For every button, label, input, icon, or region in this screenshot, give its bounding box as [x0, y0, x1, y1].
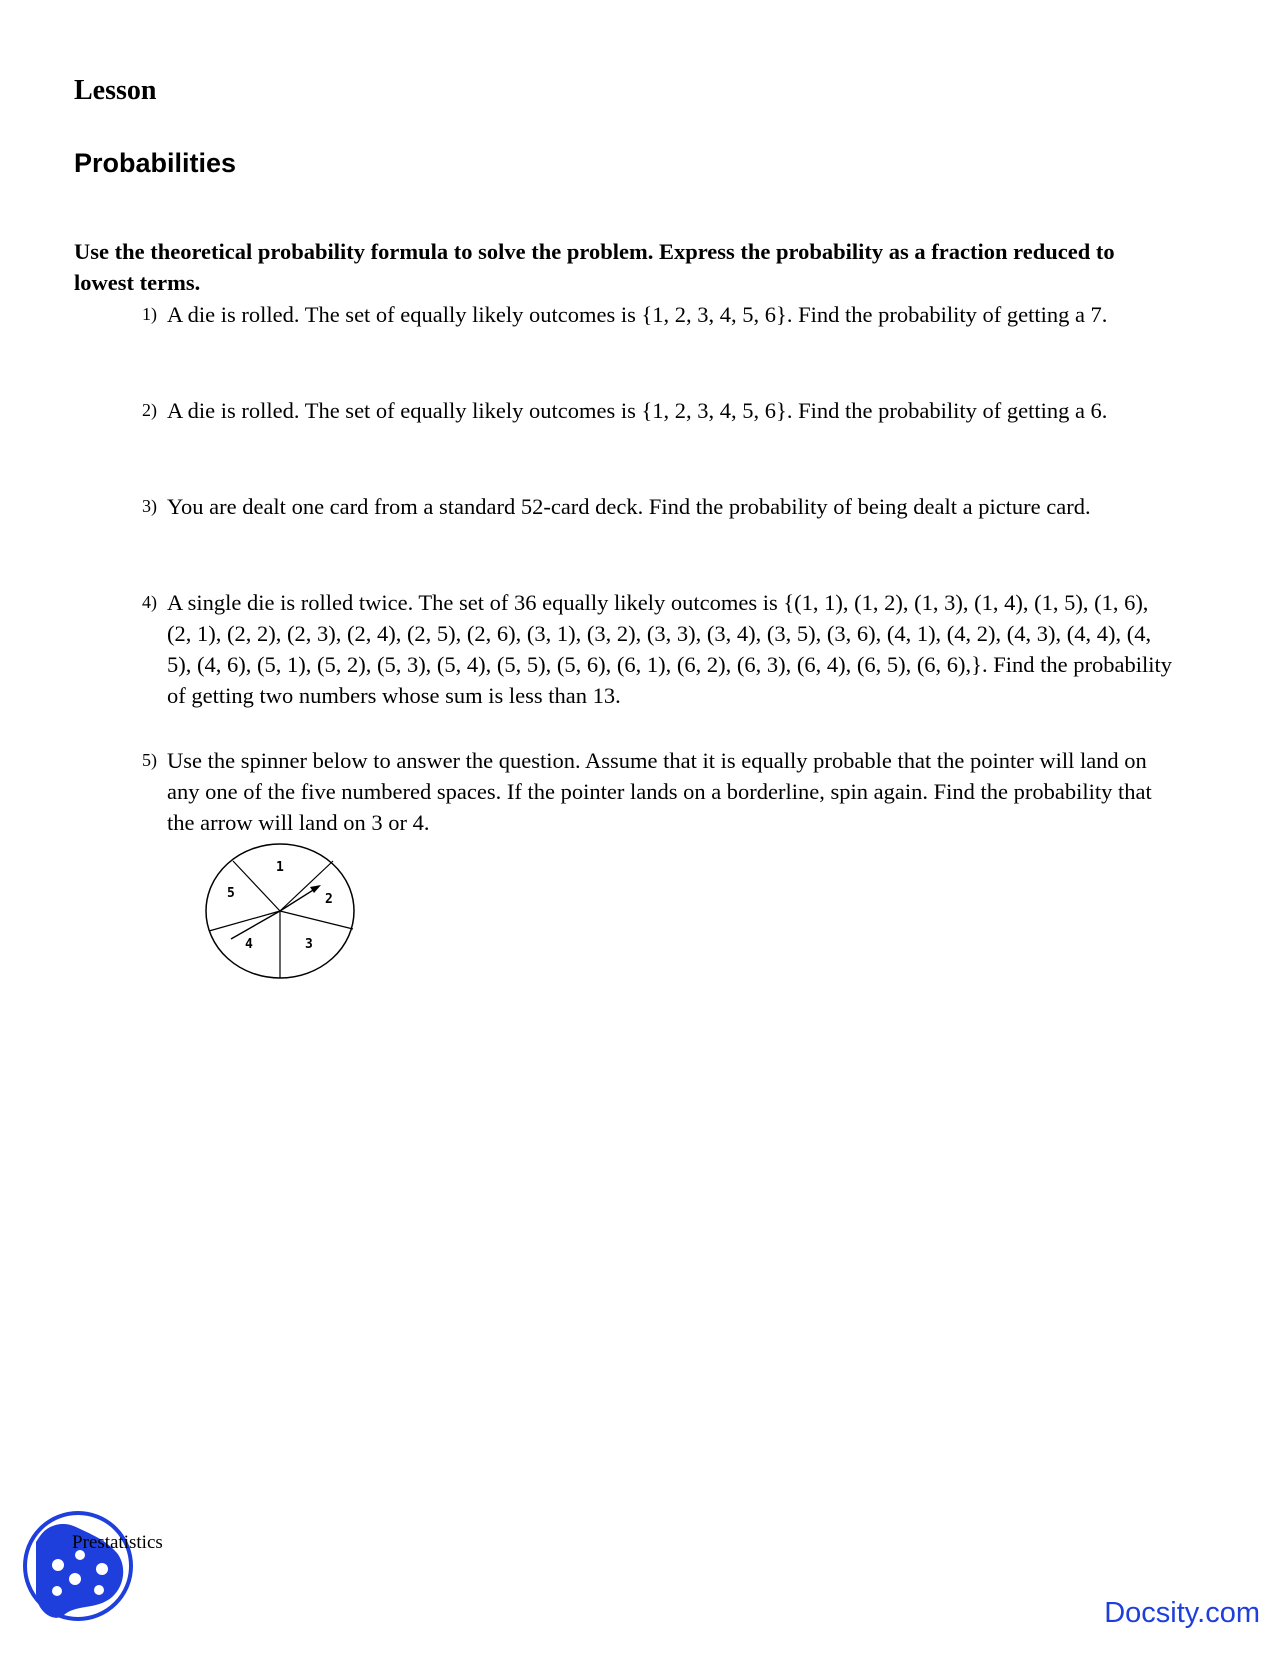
spinner-label-5: 5 [227, 886, 235, 901]
problem-1 [142, 299, 1178, 330]
problem-text: A die is rolled. The set of equally likely outcomes is {1, 2, 3, 4, 5, 6}. Find the probability of getting a 6. [167, 398, 1108, 423]
problem-text: A die is rolled. The set of equally likely outcomes is {1, 2, 3, 4, 5, 6}. Find the probability of getting a 7. [167, 302, 1108, 327]
spinner-divider [209, 911, 280, 931]
topic-title: Probabilities [74, 148, 237, 178]
problem-text: A single die is rolled twice. The set of 36 equally likely outcomes is {(1, 1), (1, 2), (1, 3), (1, 4), (1, 5), (1, 6), (2, 1), (2, 2), (2, 3), (2, 4), (2, 5), (2, 6), (3, 1), (3, 2), (3, 3), (3, 4), (3, 5), (3, 6), (4, 1), (4, 2), (4, 3), (4, 4), (4, 5), (4, 6), (5, 1), (5, 2), (5, 3), (5, 4), (5, 5), (5, 6), (6, 1), (6, 2), (6, 3), (6, 4), (6, 5), (6, 6),}. Find the probability of getting two numbers whose sum is less than 13. [167, 590, 1172, 708]
problem-number: 1) [142, 304, 157, 324]
lesson-title: Lesson [74, 75, 157, 106]
problem-number: 5) [142, 750, 157, 770]
docsity-logo-icon [20, 1507, 136, 1625]
problem-text: Use the spinner below to answer the question. Assume that it is equally probable that the pointer will land on any one of the five numbered spaces. If the pointer lands on a borderline, spin again. Find the probability that the arrow will land on 3 or 4. [167, 748, 1152, 835]
footer-label: Prestatistics [72, 1532, 163, 1553]
problem-text: You are dealt one card from a standard 52-card deck. Find the probability of being dealt a picture card. [167, 494, 1091, 519]
problem-number: 2) [142, 400, 157, 420]
problem-2 [142, 395, 1178, 426]
instructions: Use the theoretical probability formula to solve the problem. Express the probability as a fraction reduced to lowest terms. [74, 239, 1115, 295]
spinner-divider [280, 911, 353, 929]
spinner-arrow [280, 887, 318, 911]
problem-5 [142, 745, 1178, 838]
spinner-divider [233, 861, 280, 911]
spinner-label-3: 3 [305, 937, 313, 952]
spinner-label-4: 4 [245, 937, 253, 952]
spinner-label-2: 2 [325, 892, 333, 907]
spinner-label-1: 1 [276, 860, 284, 875]
spinner-diagram [200, 838, 360, 988]
spinner-arrow-tail [231, 911, 280, 939]
problem-3 [142, 491, 1178, 522]
problem-number: 3) [142, 496, 157, 516]
problem-4 [142, 587, 1178, 711]
problem-number: 4) [142, 592, 157, 612]
watermark[interactable]: Docsity.com [1104, 1597, 1260, 1629]
